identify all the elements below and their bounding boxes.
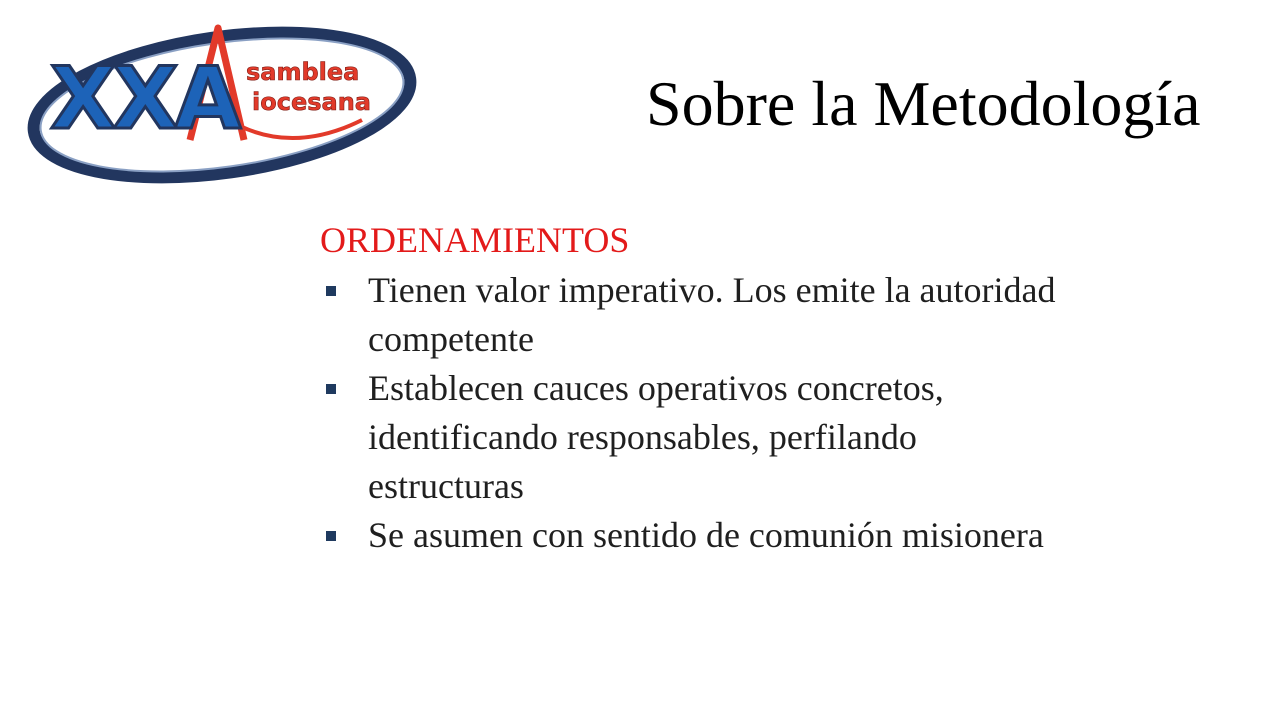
asamblea-diocesana-logo [22,10,422,200]
bullet-text: Tienen valor imperativo. Los emite la autoridad competente [368,270,1056,359]
bullet-text: Establecen cauces operativos concretos, identificando responsables, perfilando estructuras [368,368,944,506]
logo-wordmark-line1: samblea [246,58,360,86]
logo-wordmark-line2: iocesana [252,88,371,116]
section-heading: ORDENAMIENTOS [320,220,630,260]
slide-title: Sobre la Metodología [646,68,1201,139]
logo-letters: XXA [50,49,238,149]
bullet-item [320,511,1080,560]
bullet-list [320,266,1080,560]
square-bullet-icon [326,286,336,296]
square-bullet-icon [326,384,336,394]
square-bullet-icon [326,531,336,541]
bullet-item [320,266,1080,364]
slide-content [320,216,1080,560]
bullet-text: Se asumen con sentido de comunión misionera [368,515,1044,555]
bullet-item [320,364,1080,511]
